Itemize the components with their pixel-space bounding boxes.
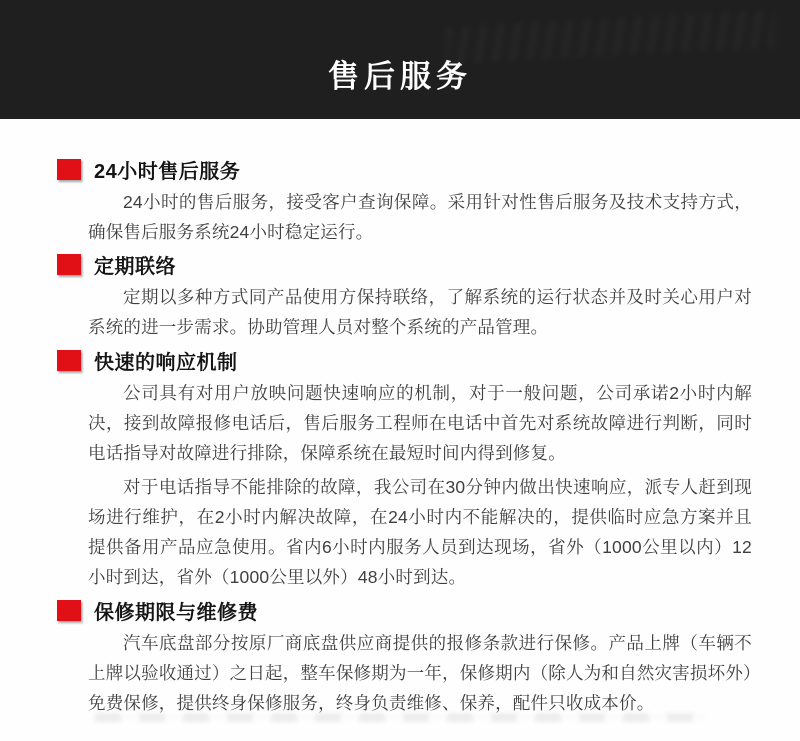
section-heading: 定期联络 [94, 255, 176, 278]
section-heading-row [57, 598, 800, 622]
header-banner [0, 0, 800, 119]
page-title: 售后服务 [328, 59, 472, 94]
red-square-bullet-icon [57, 159, 81, 180]
section-paragraph: 对于电话指导不能排除的故障，我公司在30分钟内做出快速响应，派专人赶到现场进行维护，在2小时内解决故障，在24小时内不能解决的，提供临时应急方案并且提供备用产品应急使用。省内6小时内服务人员到达现场，省外（1000公里以内）12小时到达，省外（1000公里以外）48小时到达。 [88, 477, 752, 587]
service-section [57, 252, 800, 342]
section-heading: 快速的响应机制 [94, 351, 238, 374]
section-heading: 24小时售后服务 [94, 160, 241, 183]
service-section [57, 157, 800, 247]
red-square-bullet-icon [57, 600, 81, 621]
service-section [57, 598, 800, 718]
red-square-bullet-icon [57, 254, 81, 275]
section-paragraph: 定期以多种方式同产品使用方保持联络，了解系统的运行状态并及时关心用户对系统的进一步需求。协助管理人员对整个系统的产品管理。 [88, 287, 752, 337]
service-section [57, 348, 800, 592]
section-paragraph: 公司具有对用户放映问题快速响应的机制，对于一般问题，公司承诺2小时内解决，接到故障报修电话后，售后服务工程师在电话中首先对系统故障进行判断，同时电话指导对故障进行排除，保障系统在最短时间内得到修复。 [88, 383, 752, 463]
section-heading-row [57, 348, 800, 372]
section-paragraph: 24小时的售后服务，接受客户查询保障。采用针对性售后服务及技术支持方式，确保售后服务系统24小时稳定运行。 [88, 192, 752, 242]
section-paragraph: 汽车底盘部分按原厂商底盘供应商提供的报修条款进行保修。产品上牌（车辆不上牌以验收通过）之日起，整车保修期为一年，保修期内（除人为和自然灾害损坏外）免费保修，提供终身保修服务，终身负责维修、保养，配件只收成本价。 [88, 633, 752, 713]
section-heading-row [57, 252, 800, 276]
section-heading: 保修期限与维修费 [94, 601, 258, 624]
service-sections-container [0, 119, 800, 718]
section-heading-row [57, 157, 800, 181]
red-square-bullet-icon [57, 350, 81, 371]
